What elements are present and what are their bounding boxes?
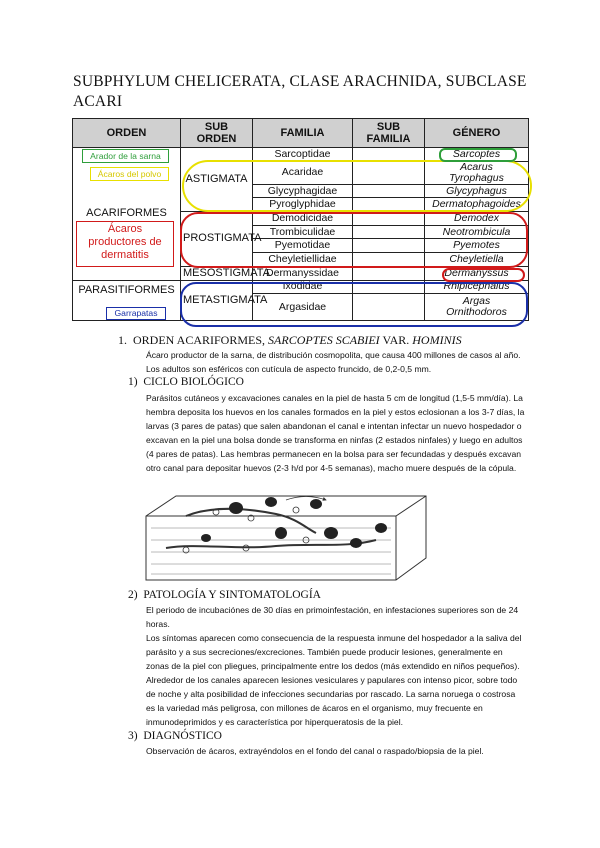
subsection-1-heading: 1) CICLO BIOLÓGICO xyxy=(128,376,244,388)
dermanyssus-highlight xyxy=(442,268,525,282)
genus-cell: Sarcoptes xyxy=(425,148,529,162)
subfamily-cell xyxy=(353,266,425,280)
genus-cell: Glycyphagus xyxy=(425,184,529,198)
family-cell: Acaridae xyxy=(253,161,353,184)
family-cell: Ixodidae xyxy=(253,280,353,294)
classification-table-wrapper xyxy=(72,118,528,326)
header-subfamilia: SUB FAMILIA xyxy=(353,119,425,148)
family-cell: Argasidae xyxy=(253,294,353,321)
subsection-1-text: Parásitos cutáneos y excavaciones canales en la piel de hasta 5 cm de longitud (1,5-5 mm/día). La hembra deposita los huevos en los canales formados en la piel y estos eclosionan a los 3-7 días, la larvas (3 pares de patas) que salen abandonan el canal e intentan infectar un nuevo hospedador o excavan en la piel una bolsa donde se transforma en ninfas (2 estados ninfales) y luego en adultos (4 pares de patas). Las hembras permanecen en la bolsa para ser fecundadas y después excavan otro canal para depositar huevos (2-3 h/d por 4-5 semanas), macho muere después de la cópula. xyxy=(146,393,525,473)
genus-cell: Dermatophagoides xyxy=(425,198,529,212)
annotation-polvo: Ácaros del polvo xyxy=(90,167,169,181)
astigmata-highlight xyxy=(182,160,532,212)
metastigmata-highlight xyxy=(180,282,528,327)
suborder-mesostigmata: MESOSTIGMATA xyxy=(181,266,253,280)
header-genero: GÉNERO xyxy=(425,119,529,148)
order-acariformes: ACARIFORMES xyxy=(73,148,181,281)
header-suborden: SUB ORDEN xyxy=(181,119,253,148)
suborder-prostigmata: PROSTIGMATA xyxy=(181,212,253,267)
subsection-2-text-2: Los síntomas aparecen como consecuencia de la respuesta inmune del hospedador a la saliva del parásito y a sus secreciones/excreciones. También puede producir lesiones, generalmente en zonas de la piel con pliegues, principalmente entre los dedos (más extendido en niños pequeños). Alrededor de los canales aparecen lesiones vesiculares y papulares con intenso picor, sobre todo de noche y alta posibilidad de infecciones secundarias por rascado. La sarna noruega o costrosa es la variedad más peligrosa, con millones de ácaros en el organismo, muy frecuente en inmunodeprimidos y es característica por hiperqueratosis de la piel. xyxy=(146,633,522,727)
subsection-2-heading: 2) PATOLOGÍA Y SINTOMATOLOGÍA xyxy=(128,589,321,601)
family-cell: Dermanyssidae xyxy=(253,266,353,280)
sarcoptes-skin-burrow-illustration xyxy=(146,488,426,583)
genus-cell: Dermanyssus xyxy=(425,266,529,280)
suborder-astigmata: ASTIGMATA xyxy=(181,148,253,212)
genus-cell: Acarus Tyrophagus xyxy=(425,161,529,184)
annotation-arador: Arador de la sarna xyxy=(82,149,169,163)
suborder-metastigmata: METASTIGMATA xyxy=(181,280,253,321)
annotation-garrapatas: Garrapatas xyxy=(106,307,166,320)
family-cell: Sarcoptidae xyxy=(253,148,353,162)
genus-cell: Cheyletiella xyxy=(425,253,529,267)
subsection-2-text: El periodo de incubaciónes de 30 días en primoinfestación, en infestaciones superiores son de 24 horas. xyxy=(146,605,519,629)
family-cell: Trombiculidae xyxy=(253,225,353,239)
sarcoptes-highlight xyxy=(439,148,517,162)
family-cell: Pyemotidae xyxy=(253,239,353,253)
subsection-3-heading: 3) DIAGNÓSTICO xyxy=(128,730,222,742)
genus-cell: Demodex xyxy=(425,212,529,226)
family-cell: Pyroglyphidae xyxy=(253,198,353,212)
annotation-dermatitis: Ácaros productores de dermatitis xyxy=(76,221,174,267)
subsection-3-text: Observación de ácaros, extrayéndolos en el fondo del canal o raspado/biopsia de la piel. xyxy=(146,746,484,756)
family-cell: Glycyphagidae xyxy=(253,184,353,198)
genus-cell: Neotrombicula xyxy=(425,225,529,239)
document-title: SUBPHYLUM CHELICERATA, CLASE ARACHNIDA, SUBCLASE ACARI xyxy=(73,73,527,110)
header-familia: FAMILIA xyxy=(253,119,353,148)
family-cell: Cheyletiellidae xyxy=(253,253,353,267)
family-cell: Demodicidae xyxy=(253,212,353,226)
prostigmata-highlight xyxy=(180,212,528,268)
genus-cell: Rhipicephalus xyxy=(425,280,529,294)
header-orden: ORDEN xyxy=(73,119,181,148)
genus-cell: Pyemotes xyxy=(425,239,529,253)
section-1-heading: 1. ORDEN ACARIFORMES, SARCOPTES SCABIEI VAR. HOMINIS xyxy=(118,333,462,347)
section-1-intro: Ácaro productor de la sarna, de distribución cosmopolita, que causa 400 millones de casos al año. Los adultos son esféricos con cutícula de aspecto fruncido, de 0,2-0,5 mm. xyxy=(146,350,521,374)
order-parasitiformes: PARASITIFORMES xyxy=(73,280,181,321)
genus-cell: Argas Ornithodoros xyxy=(425,294,529,321)
